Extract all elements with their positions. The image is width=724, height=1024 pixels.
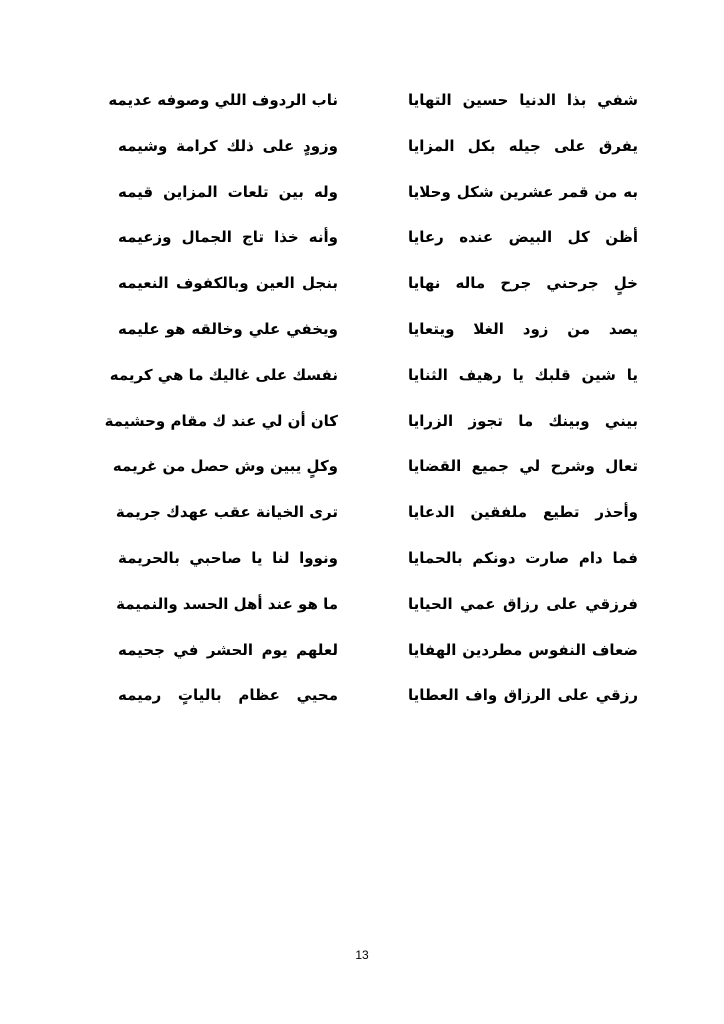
verse-first-hemistich: فرزقي على رزاق عمي الحيايا	[408, 594, 638, 613]
verse-second-hemistich: نفسك على غاليك ما هي كريمه	[109, 365, 338, 384]
verse	[115, 496, 638, 542]
verse-first-hemistich: شفي بذا الدنيا حسين التهايا	[408, 91, 638, 109]
verse	[118, 679, 638, 725]
verse-second-hemistich: ما هو عند أهل الحسد والنميمة	[116, 594, 338, 613]
verse-first-hemistich: بيني وبينك ما تجوز الزرايا	[408, 411, 638, 430]
verse-second-hemistich: بنجل العين وبالكفوف النعيمه	[118, 274, 338, 293]
verse-first-hemistich: وأحذر تطيع ملفقين الدعايا	[408, 503, 638, 522]
verse-second-hemistich: كان أن لي عند ك مقام وحشيمة	[104, 411, 338, 430]
verse	[118, 634, 638, 680]
verse-first-hemistich: يا شين قلبك يا رهيف الثنايا	[408, 365, 638, 384]
verse-first-hemistich: فما دام صارت دونكم بالحمايا	[408, 548, 638, 567]
verse-second-hemistich: وزودٍ على ذلك كرامة وشيمه	[118, 136, 338, 155]
verse	[104, 405, 638, 451]
verse-first-hemistich: خلٍ جرحني جرح ماله نهايا	[408, 274, 638, 293]
verse-second-hemistich: وكلٍ يبين وش حصل من غريمه	[112, 457, 338, 476]
verse-first-hemistich: أظن كل البيض عنده رعايا	[408, 228, 638, 247]
verse-first-hemistich: تعال وشرح لي جميع القضايا	[408, 457, 638, 476]
verse	[118, 542, 638, 588]
verse-first-hemistich: يصد من زود الغلا ويتعايا	[408, 319, 638, 338]
verse	[109, 359, 638, 405]
verse	[108, 84, 638, 130]
page-number: 13	[355, 948, 369, 962]
verse	[118, 313, 638, 359]
verse-second-hemistich: وله بين تلعات المزاين قيمه	[118, 182, 338, 201]
verse-second-hemistich: وأنه خذا تاج الجمال وزعيمه	[118, 228, 338, 247]
verse	[112, 450, 638, 496]
verse-second-hemistich: ترى الخيانة عقب عهدك جريمة	[115, 503, 338, 522]
verse	[118, 130, 638, 176]
verse-second-hemistich: ناب الردوف اللي وصوفه عديمه	[108, 91, 338, 109]
verse	[118, 588, 638, 634]
verse	[118, 221, 638, 267]
verse-second-hemistich: لعلهم يوم الحشر في جحيمه	[118, 640, 338, 659]
verse-first-hemistich: يفرق على جيله بكل المزايا	[408, 136, 638, 155]
verse-second-hemistich: محيي عظام بالياتٍ رميمه	[118, 686, 338, 705]
poem	[104, 84, 638, 725]
verse-second-hemistich: ويخفي علي وخالقه هو عليمه	[118, 319, 338, 338]
verse-first-hemistich: ضعاف النفوس مطردين الهفايا	[408, 640, 638, 659]
verse-second-hemistich: ونووا لنا يا صاحبي بالحريمة	[118, 548, 338, 567]
verse	[118, 267, 638, 313]
verse-first-hemistich: به من قمر عشرين شكل وحلايا	[408, 182, 638, 201]
verse	[118, 176, 638, 222]
verse-first-hemistich: رزقي على الرزاق واف العطايا	[408, 686, 638, 705]
